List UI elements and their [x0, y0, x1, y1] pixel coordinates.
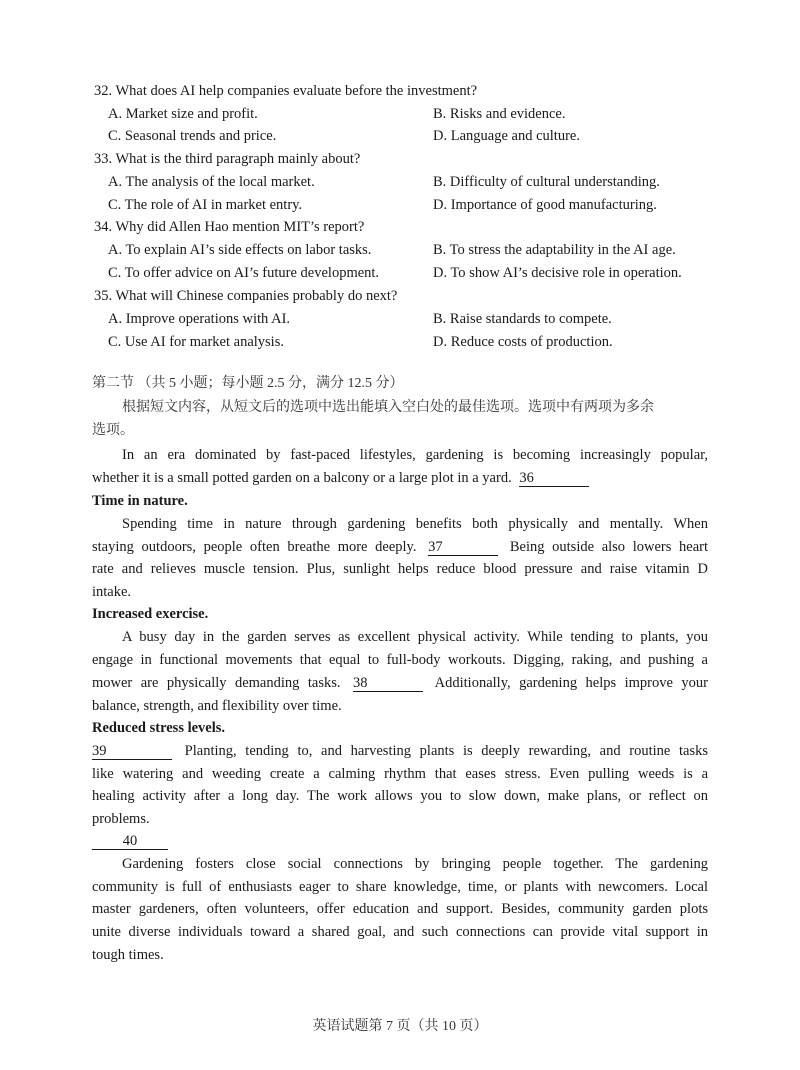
passage-p3-line-3 [92, 672, 708, 694]
question-33-option-d: D. Importance of good manufacturing. [433, 197, 657, 213]
passage-p5-line-4: unite diverse individuals toward a shared goal, and such connections can provide vital support in [92, 924, 708, 940]
page-footer: 英语试题第 7 页（共 10 页） [312, 1019, 488, 1034]
question-34-option-c: C. To offer advice on AI’s future development. [108, 265, 380, 281]
blank-40-line [92, 830, 172, 852]
passage-p2-line-1: Spending time in nature through gardening benefits both physically and mentally. When [122, 516, 708, 532]
question-34-option-b: B. To stress the adaptability in the AI age. [433, 242, 676, 258]
passage-p1-line-1: In an era dominated by fast-paced lifestyles, gardening is becoming increasingly popular, [122, 447, 708, 463]
question-35-stem: 35. What will Chinese companies probably do next? [94, 288, 398, 304]
passage-p2-line-2b: Being outside also lowers heart [509, 539, 709, 555]
question-35-option-a: A. Improve operations with AI. [108, 311, 291, 327]
question-32-option-a: A. Market size and profit. [108, 106, 258, 122]
question-32-option-b: B. Risks and evidence. [433, 106, 566, 122]
question-32-option-c: C. Seasonal trends and price. [108, 128, 277, 144]
question-33-stem: 33. What is the third paragraph mainly about? [94, 151, 361, 167]
section-2-instruction-line-1: 根据短文内容，从短文后的选项中选出能填入空白处的最佳选项。选项中有两项为多余 [122, 400, 654, 415]
question-35-option-d: D. Reduce costs of production. [433, 334, 613, 350]
blank-38: 38 [353, 675, 423, 692]
question-32-stem: 32. What does AI help companies evaluate before the investment? [94, 83, 478, 99]
question-35-option-c: C. Use AI for market analysis. [108, 334, 284, 350]
heading-reduced-stress: Reduced stress levels. [92, 720, 226, 736]
heading-increased-exercise: Increased exercise. [92, 606, 209, 622]
question-33-option-c: C. The role of AI in market entry. [108, 197, 303, 213]
passage-p3-line-3b: Additionally, gardening helps improve your [434, 675, 708, 691]
passage-p4-line-1 [92, 740, 708, 762]
blank-37: 37 [428, 539, 498, 556]
question-34-option-a: A. To explain AI’s side effects on labor tasks. [108, 242, 372, 258]
passage-p2-line-2a: staying outdoors, people often breathe more deeply. [92, 539, 417, 555]
passage-p2-line-3: rate and relieves muscle tension. Plus, sunlight helps reduce blood pressure and raise vitamin D [92, 561, 708, 577]
passage-p2-line-2 [92, 536, 708, 558]
passage-p5-line-1: Gardening fosters close social connections by bringing people together. The gardening [122, 856, 708, 872]
question-33-option-a: A. The analysis of the local market. [108, 174, 315, 190]
passage-p4-line-4: problems. [92, 811, 150, 827]
question-34-stem: 34. Why did Allen Hao mention MIT’s report? [94, 219, 365, 235]
blank-36: 36 [519, 470, 589, 487]
passage-p5-line-3: master gardeners, often volunteers, offer education and support. Besides, community garden plots [92, 901, 708, 917]
passage-p5-line-2: community is full of enthusiasts eager to share knowledge, time, or plants with newcomers. Local [92, 879, 708, 895]
passage-p2-line-4: intake. [92, 584, 132, 600]
heading-time-in-nature: Time in nature. [92, 493, 188, 509]
passage-p3-line-4: balance, strength, and flexibility over time. [92, 698, 342, 714]
passage-p5-line-5: tough times. [92, 947, 164, 963]
passage-p1-line-2-text: whether it is a small potted garden on a balcony or a large plot in a yard. [92, 470, 512, 486]
question-32-option-d: D. Language and culture. [433, 128, 580, 144]
question-33-option-b: B. Difficulty of cultural understanding. [433, 174, 660, 190]
passage-p1-line-2 [92, 467, 708, 489]
blank-40: 40 [92, 833, 168, 850]
passage-p3-line-2: engage in functional movements that equal to full-body workouts. Digging, raking, and pushing a [92, 652, 708, 668]
passage-p4-line-3: healing activity after a long day. The work allows you to slow down, make plans, or reflect on [92, 788, 708, 804]
passage-p3-line-1: A busy day in the garden serves as excellent physical activity. While tending to plants, you [122, 629, 708, 645]
passage-p4-line-2: like watering and weeding create a calming rhythm that eases stress. Even pulling weeds is a [92, 766, 708, 782]
blank-39: 39 [92, 743, 172, 760]
section-2-instruction-line-2: 选项。 [92, 423, 134, 438]
question-34-option-d: D. To show AI’s decisive role in operation. [433, 265, 682, 281]
question-35-option-b: B. Raise standards to compete. [433, 311, 612, 327]
passage-p3-line-3a: mower are physically demanding tasks. [92, 675, 341, 691]
passage-p4-line-1b: Planting, tending to, and harvesting plants is deeply rewarding, and routine tasks [184, 743, 709, 759]
section-2-title: 第二节 （共 5 小题；每小题 2.5 分，满分 12.5 分） [92, 376, 404, 391]
